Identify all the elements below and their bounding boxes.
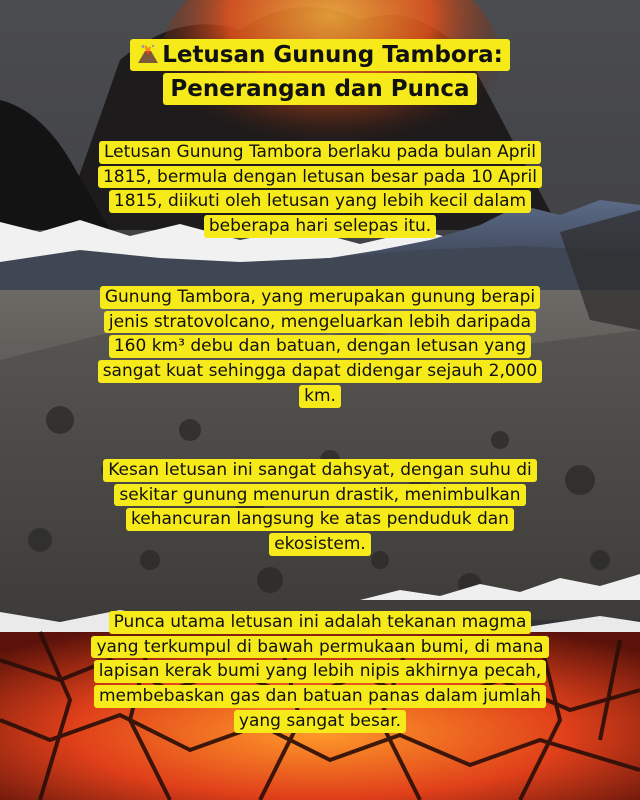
paragraph-line: sangat kuat sehingga dapat didengar sejauh 2,000 [98,360,543,383]
title-block [0,38,640,106]
paragraph-1 [0,140,640,239]
paragraph-line: membebaskan gas dan batuan panas dalam jumlah [94,685,546,708]
paragraph-line: yang sangat besar. [234,710,406,733]
paragraph-line: 1815, bermula dengan letusan besar pada 10 April [98,166,542,189]
paragraph-line: lapisan kerak bumi yang lebih nipis akhirnya pecah, [94,660,547,683]
paragraph-line: jenis stratovolcano, mengeluarkan lebih daripada [104,311,536,334]
paragraph-line: Letusan Gunung Tambora berlaku pada bulan April [99,141,541,164]
paragraph-line: beberapa hari selepas itu. [204,215,436,238]
paragraph-line: 1815, diikuti oleh letusan yang lebih kecil dalam [109,190,531,213]
paragraph-line: kehancuran langsung ke atas penduduk dan [126,508,514,531]
paragraph-line: Gunung Tambora, yang merupakan gunung berapi [100,286,540,309]
paragraph-line: Punca utama letusan ini adalah tekanan magma [109,611,532,634]
volcano-icon [137,43,159,63]
paragraph-line: sekitar gunung menurun drastik, menimbulkan [114,484,525,507]
title-text-1: Letusan Gunung Tambora: [162,42,503,68]
paragraph-2 [0,285,640,409]
paragraph-line: ekosistem. [269,533,371,556]
title-line-1 [130,39,510,71]
paragraph-line: yang terkumpul di bawah permukaan bumi, di mana [91,636,548,659]
paragraph-4 [0,610,640,734]
title-line-2: Penerangan dan Punca [163,73,476,105]
paragraph-line: Kesan letusan ini sangat dahsyat, dengan suhu di [103,459,537,482]
paragraph-line: 160 km³ debu dan batuan, dengan letusan yang [109,335,531,358]
paragraph-line: km. [299,385,341,408]
paragraph-3 [0,458,640,557]
